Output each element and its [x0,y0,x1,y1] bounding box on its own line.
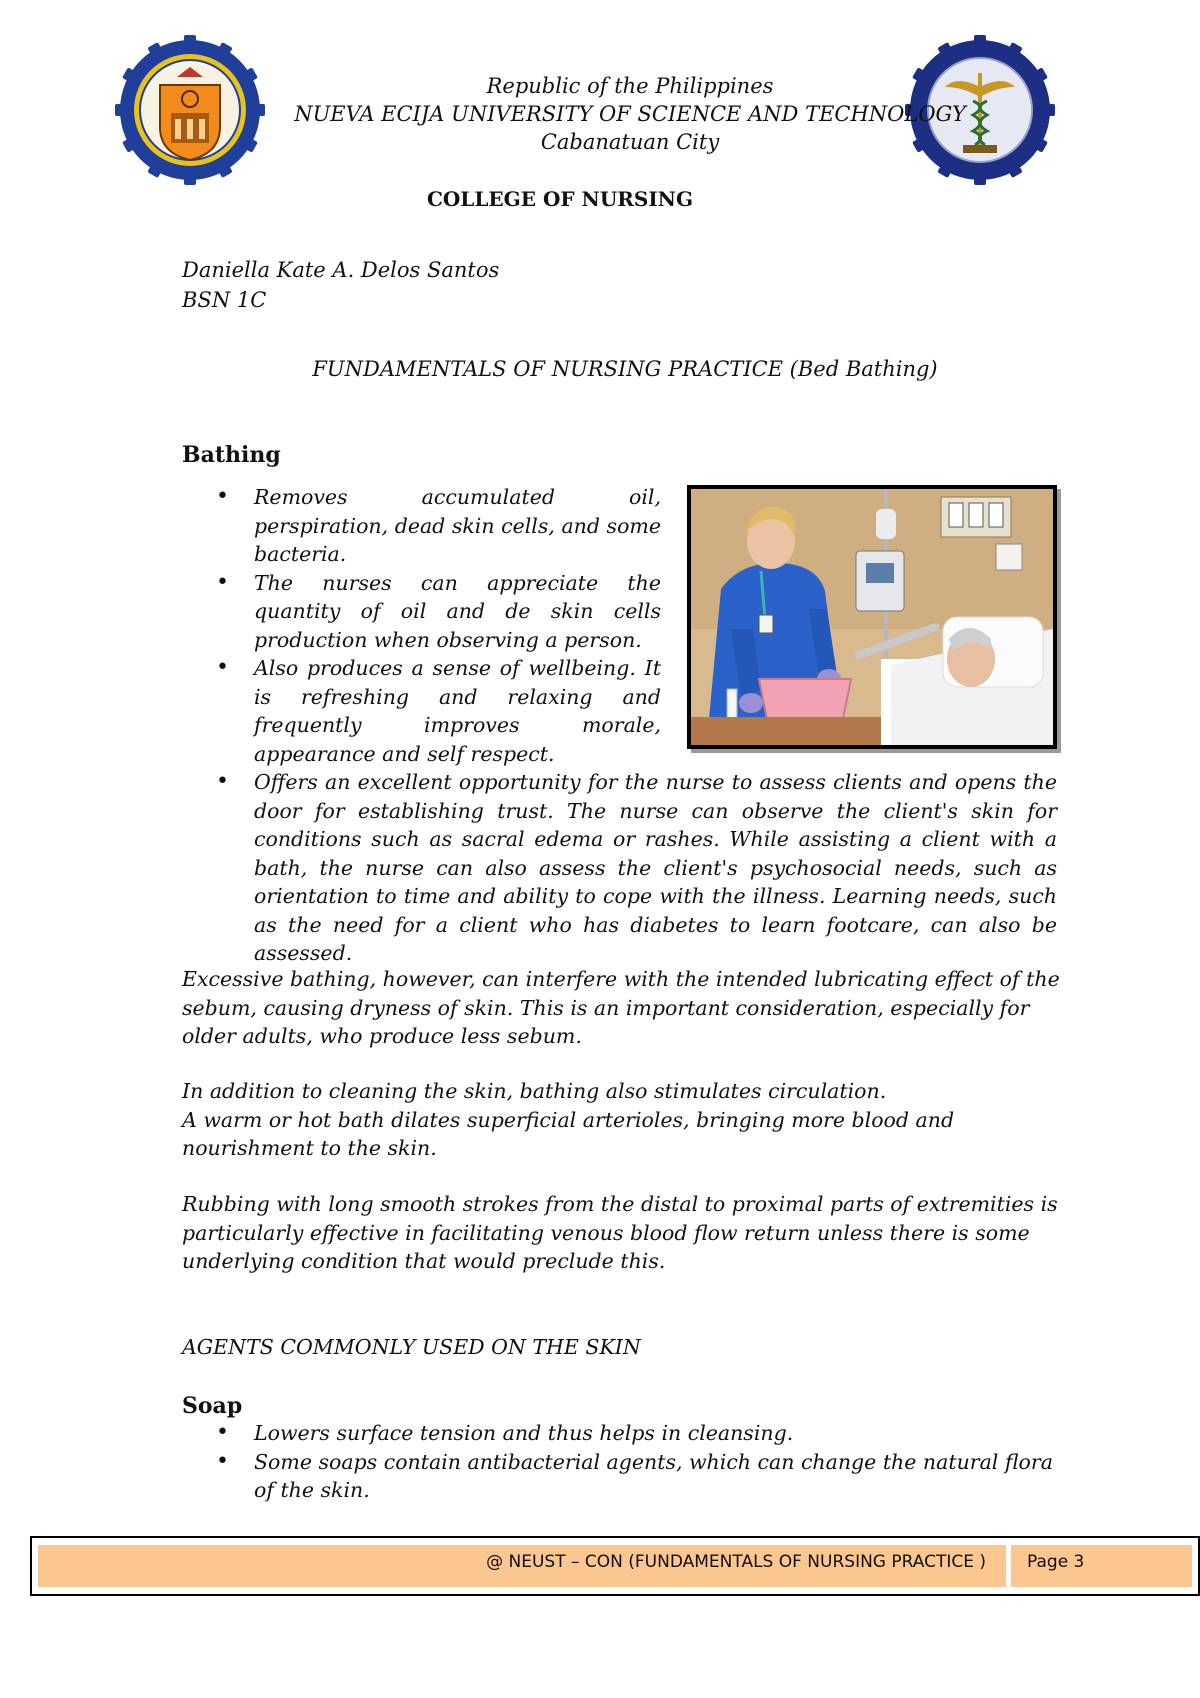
soap-bullet: • Lowers surface tension and thus helps in cleansing. [182,1419,1057,1448]
agents-heading: AGENTS COMMONLY USED ON THE SKIN [182,1335,641,1359]
document-header [290,72,970,156]
university-seal-logo [115,35,265,185]
section-heading-soap: Soap [182,1393,243,1419]
header-university: NUEVA ECIJA UNIVERSITY OF SCIENCE AND TECHNOLOGY [294,102,966,126]
header-country: Republic of the Philippines [486,74,774,98]
student-name: Daniella Kate A. Delos Santos [182,258,500,282]
paragraph-circulation [182,1077,1062,1163]
page-number: Page 3 [1027,1552,1085,1572]
bathing-bullet: • Removes accumulated oil, perspiration, dead skin cells, and some bacteria. [182,483,1057,569]
paragraph-rubbing: Rubbing with long smooth strokes from the distal to proximal parts of extremities is particularly effective in facilitating venous blood flow return unless there is some underlying condition that would preclude this. [182,1192,1058,1273]
section-heading-bathing: Bathing [182,442,281,468]
student-section: BSN 1C [182,288,267,312]
paragraph-line: In addition to cleaning the skin, bathing also stimulates circulation. [182,1079,887,1103]
student-info [182,255,499,315]
bathing-bullet: • Offers an excellent opportunity for the nurse to assess clients and opens the door for establishing trust. The nurse can observe the client's skin for conditions such as sacral edema or rashes. While assisting a client with a bath, the nurse can also assess the client's psychosocial needs, such as orientation to time and ability to cope with the illness. Learning needs, such as the need for a client who has diabetes to learn footcare, can also be assessed. [182,768,1057,968]
header-city: Cabanatuan City [540,130,720,154]
footer-course-text: @ NEUST – CON (FUNDAMENTALS OF NURSING PRACTICE ) [486,1552,986,1572]
footer-divider [1006,1538,1011,1594]
college-title: COLLEGE OF NURSING [426,187,694,211]
bathing-bullet: • The nurses can appreciate the quantity of oil and de skin cells production when observing a person. [182,569,1057,655]
paragraph-line: A warm or hot bath dilates superficial arterioles, bringing more blood and nourishment to the skin. [182,1107,955,1160]
bathing-bullet: • Also produces a sense of wellbeing. It is refreshing and relaxing and frequently improves morale, appearance and self respect. [182,654,1057,768]
document-title: FUNDAMENTALS OF NURSING PRACTICE (Bed Bathing) [312,357,938,381]
paragraph-excessive-bathing: Excessive bathing, however, can interfere with the intended lubricating effect of the sebum, causing dryness of skin. This is an important consideration, especially for older adults, who produce less sebum. [182,967,1060,1048]
bathing-bullet-list [182,483,1057,968]
soap-bullet: • Some soaps contain antibacterial agents, which can change the natural flora of the skin. [182,1448,1057,1505]
soap-bullet-list [182,1419,1057,1505]
page-footer [30,1536,1200,1596]
